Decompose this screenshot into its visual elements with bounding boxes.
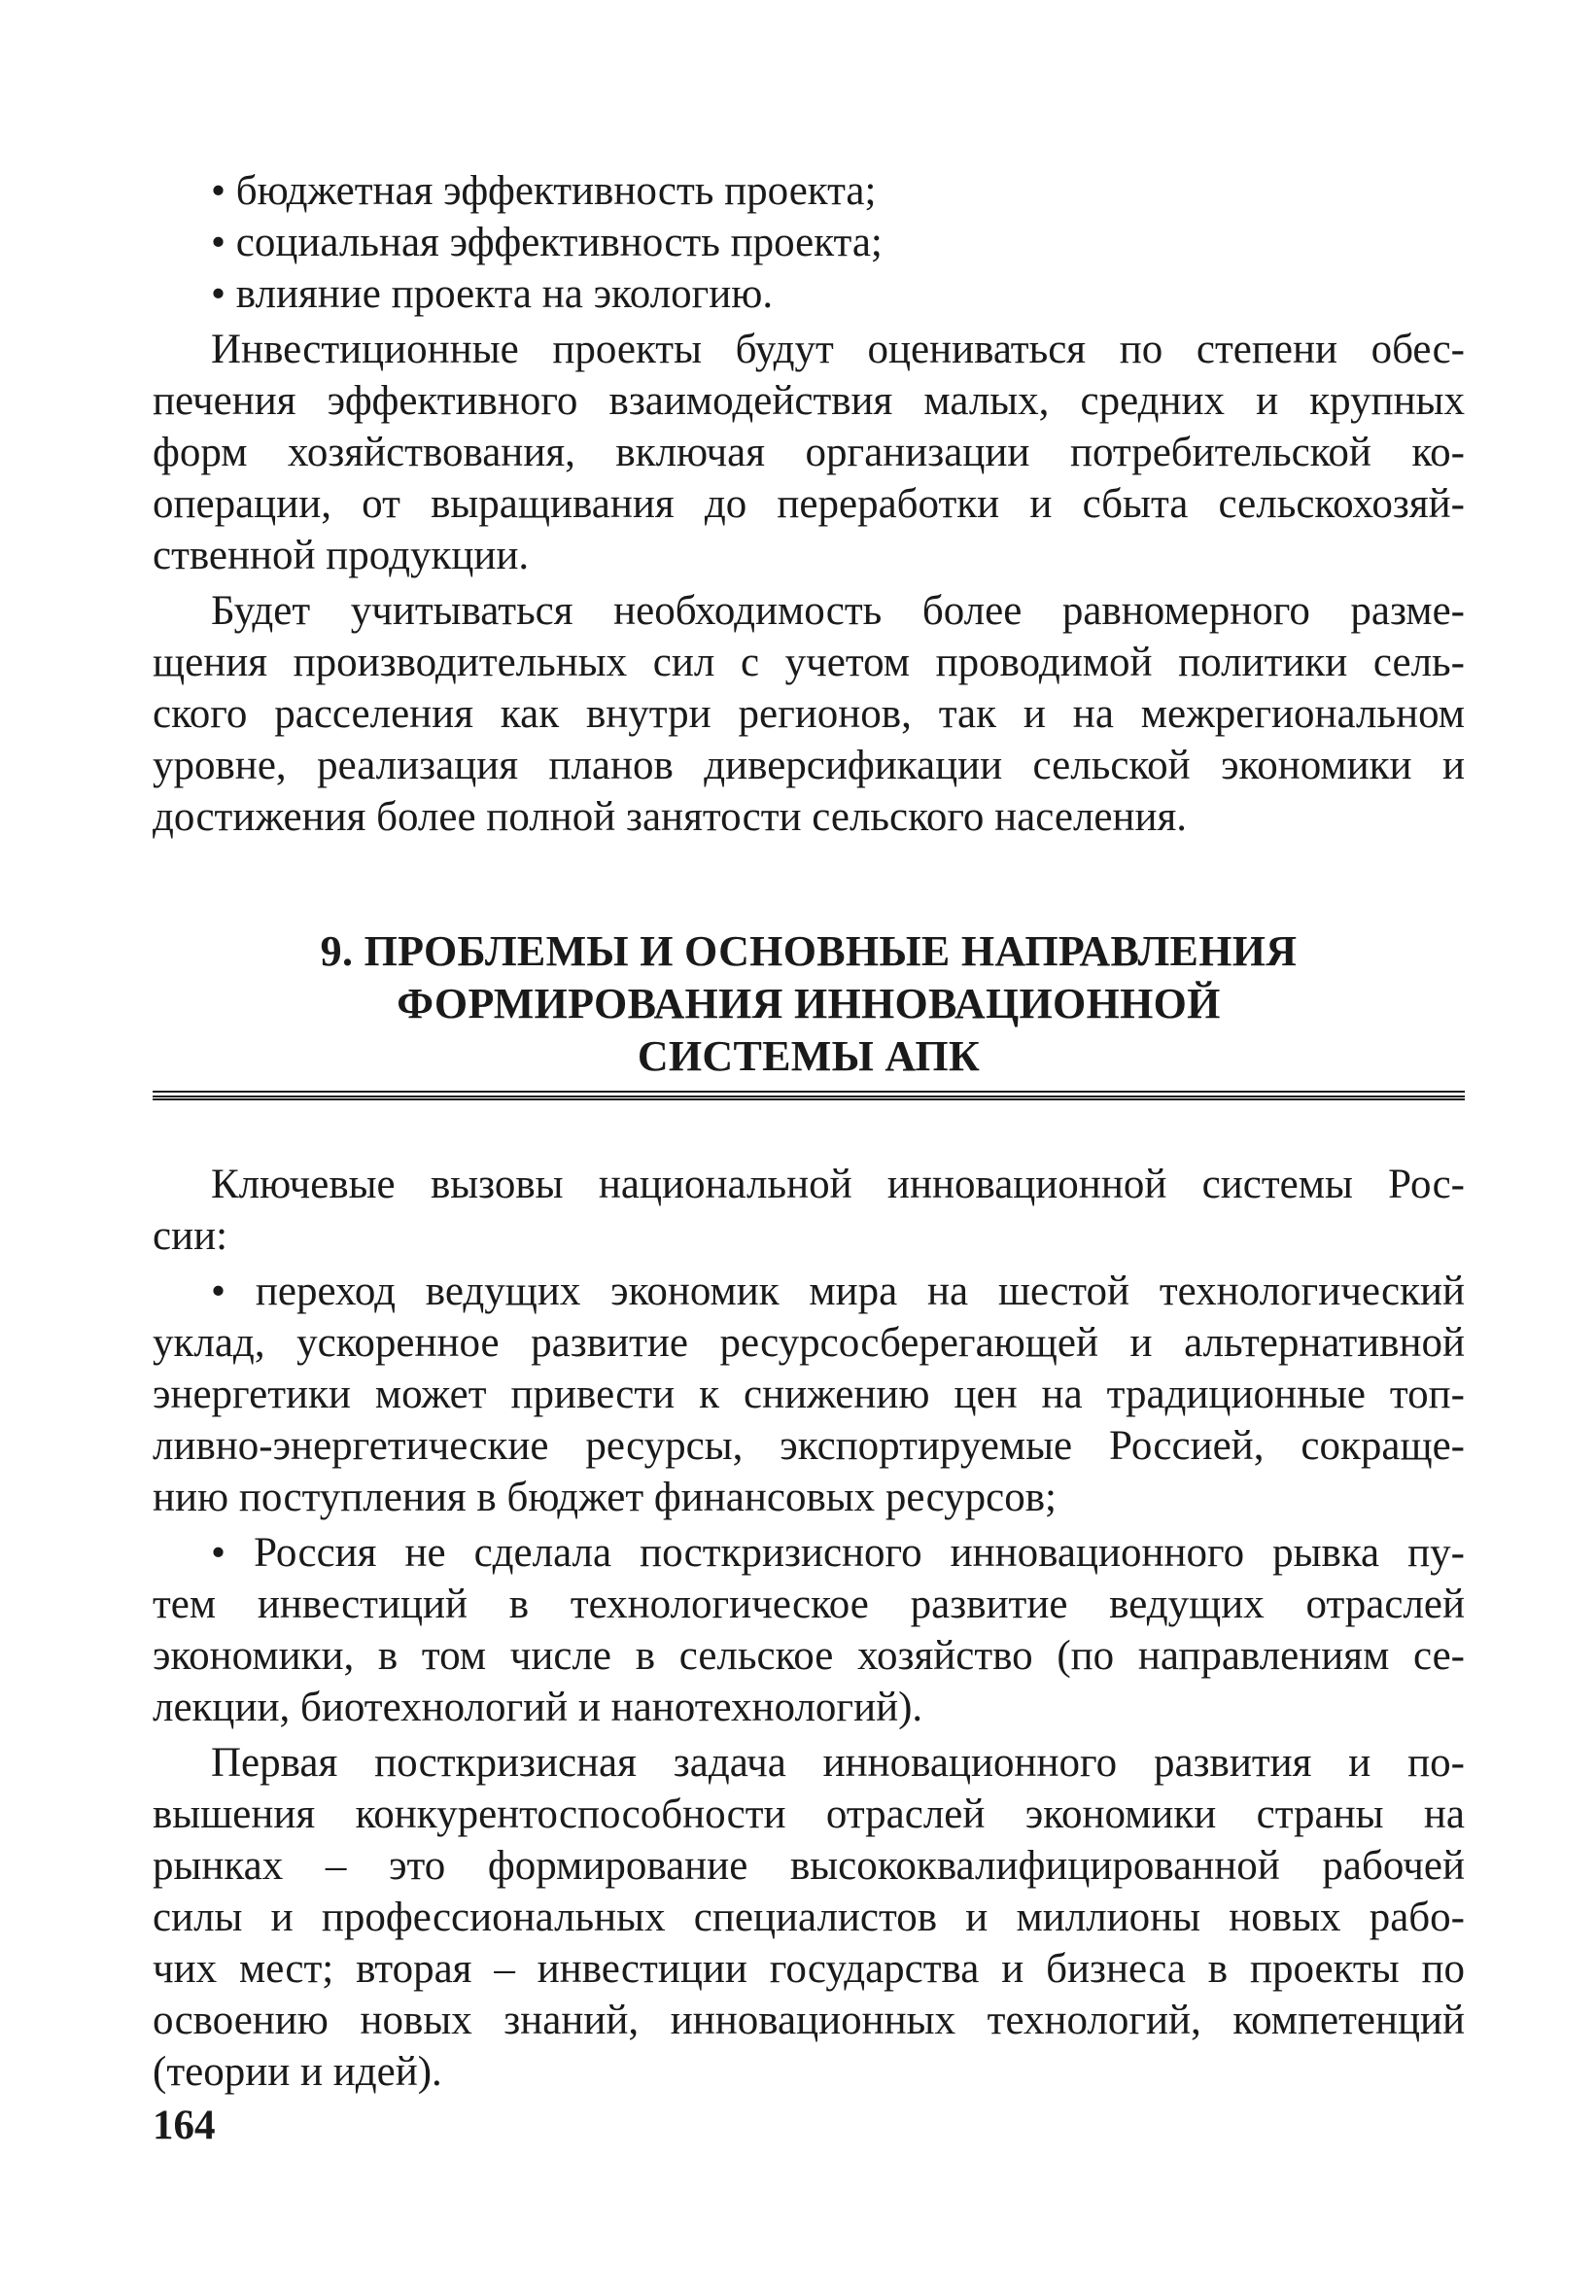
paragraph-key-challenges (153, 1159, 1465, 1262)
text-line: • Россия не сделала посткризисного инновационного рывка пу- (211, 1530, 1465, 1576)
text-line: рынках – это формирование высококвалифицированной рабочей (153, 1843, 1465, 1889)
list-item: • бюджетная эффективность проекта; (211, 168, 877, 214)
text-line: освоению новых знаний, инновационных технологий, компетенций (153, 1998, 1465, 2043)
text-line: достижения более полной занятости сельского населения. (153, 794, 1188, 840)
text-line: Первая посткризисная задача инновационного развития и по- (211, 1740, 1465, 1786)
bullet-transition (153, 1266, 1465, 1523)
paragraph-distribution (153, 585, 1465, 843)
list-item: • социальная эффективность проекта; (211, 220, 883, 265)
text-line: форм хозяйствования, включая организации потребительской ко- (153, 430, 1465, 475)
text-line: Ключевые вызовы национальной инновационной системы Рос- (211, 1162, 1465, 1207)
text-line: Будет учитываться необходимость более равномерного разме- (211, 588, 1465, 634)
bullet-list-top (153, 165, 1465, 320)
text-line: (теории и идей). (153, 2049, 442, 2095)
text-line: Инвестиционные проекты будут оцениваться по степени обес- (211, 327, 1465, 372)
bullet-russia (153, 1527, 1465, 1733)
page-number: 164 (153, 2103, 216, 2148)
text-line: энергетики может привести к снижению цен на традиционные топ- (153, 1372, 1465, 1417)
text-line: операции, от выращивания до переработки и сбыта сельскохозяй- (153, 481, 1465, 527)
text-line: ственной продукции. (153, 533, 530, 578)
text-line: печения эффективного взаимодействия малых, средних и крупных (153, 378, 1465, 424)
text-line: • переход ведущих экономик мира на шестой технологический (211, 1269, 1465, 1314)
text-line: тем инвестиций в технологическое развитие ведущих отраслей (153, 1582, 1465, 1627)
text-line: щения производительных сил с учетом проводимой политики сель- (153, 640, 1465, 685)
text-line: экономики, в том числе в сельское хозяйство (по направлениям се- (153, 1633, 1465, 1679)
text-line: уклад, ускоренное развитие ресурсосберегающей и альтернативной (153, 1320, 1465, 1366)
list-item: • влияние проекта на экологию. (211, 271, 774, 317)
text-line: нию поступления в бюджет финансовых ресурсов; (153, 1475, 1057, 1520)
text-line: ского расселения как внутри регионов, так и на межрегиональном (153, 691, 1465, 737)
text-line: вышения конкурентоспособности отраслей экономики страны на (153, 1792, 1465, 1837)
page-body (153, 165, 1465, 2102)
heading-line: СИСТЕМЫ АПК (637, 1032, 981, 1080)
paragraph-investment-projects (153, 324, 1465, 581)
text-line: сии: (153, 1213, 228, 1259)
text-line: уровне, реализация планов диверсификации сельской экономики и (153, 743, 1465, 788)
heading-line: ФОРМИРОВАНИЯ ИННОВАЦИОННОЙ (397, 980, 1221, 1027)
heading-line: 9. ПРОБЛЕМЫ И ОСНОВНЫЕ НАПРАВЛЕНИЯ (320, 927, 1298, 975)
text-line: лекции, биотехнологий и нанотехнологий). (153, 1685, 923, 1730)
section-heading (153, 925, 1465, 1083)
text-line: чих мест; вторая – инвестиции государства и бизнеса в проекты по (153, 1946, 1465, 1992)
paragraph-first-task (153, 1737, 1465, 2098)
heading-divider (153, 1091, 1465, 1100)
text-line: ливно-энергетические ресурсы, экспортируемые Россией, сокраще- (153, 1423, 1465, 1469)
text-line: силы и профессиональных специалистов и миллионы новых рабо- (153, 1895, 1465, 1940)
